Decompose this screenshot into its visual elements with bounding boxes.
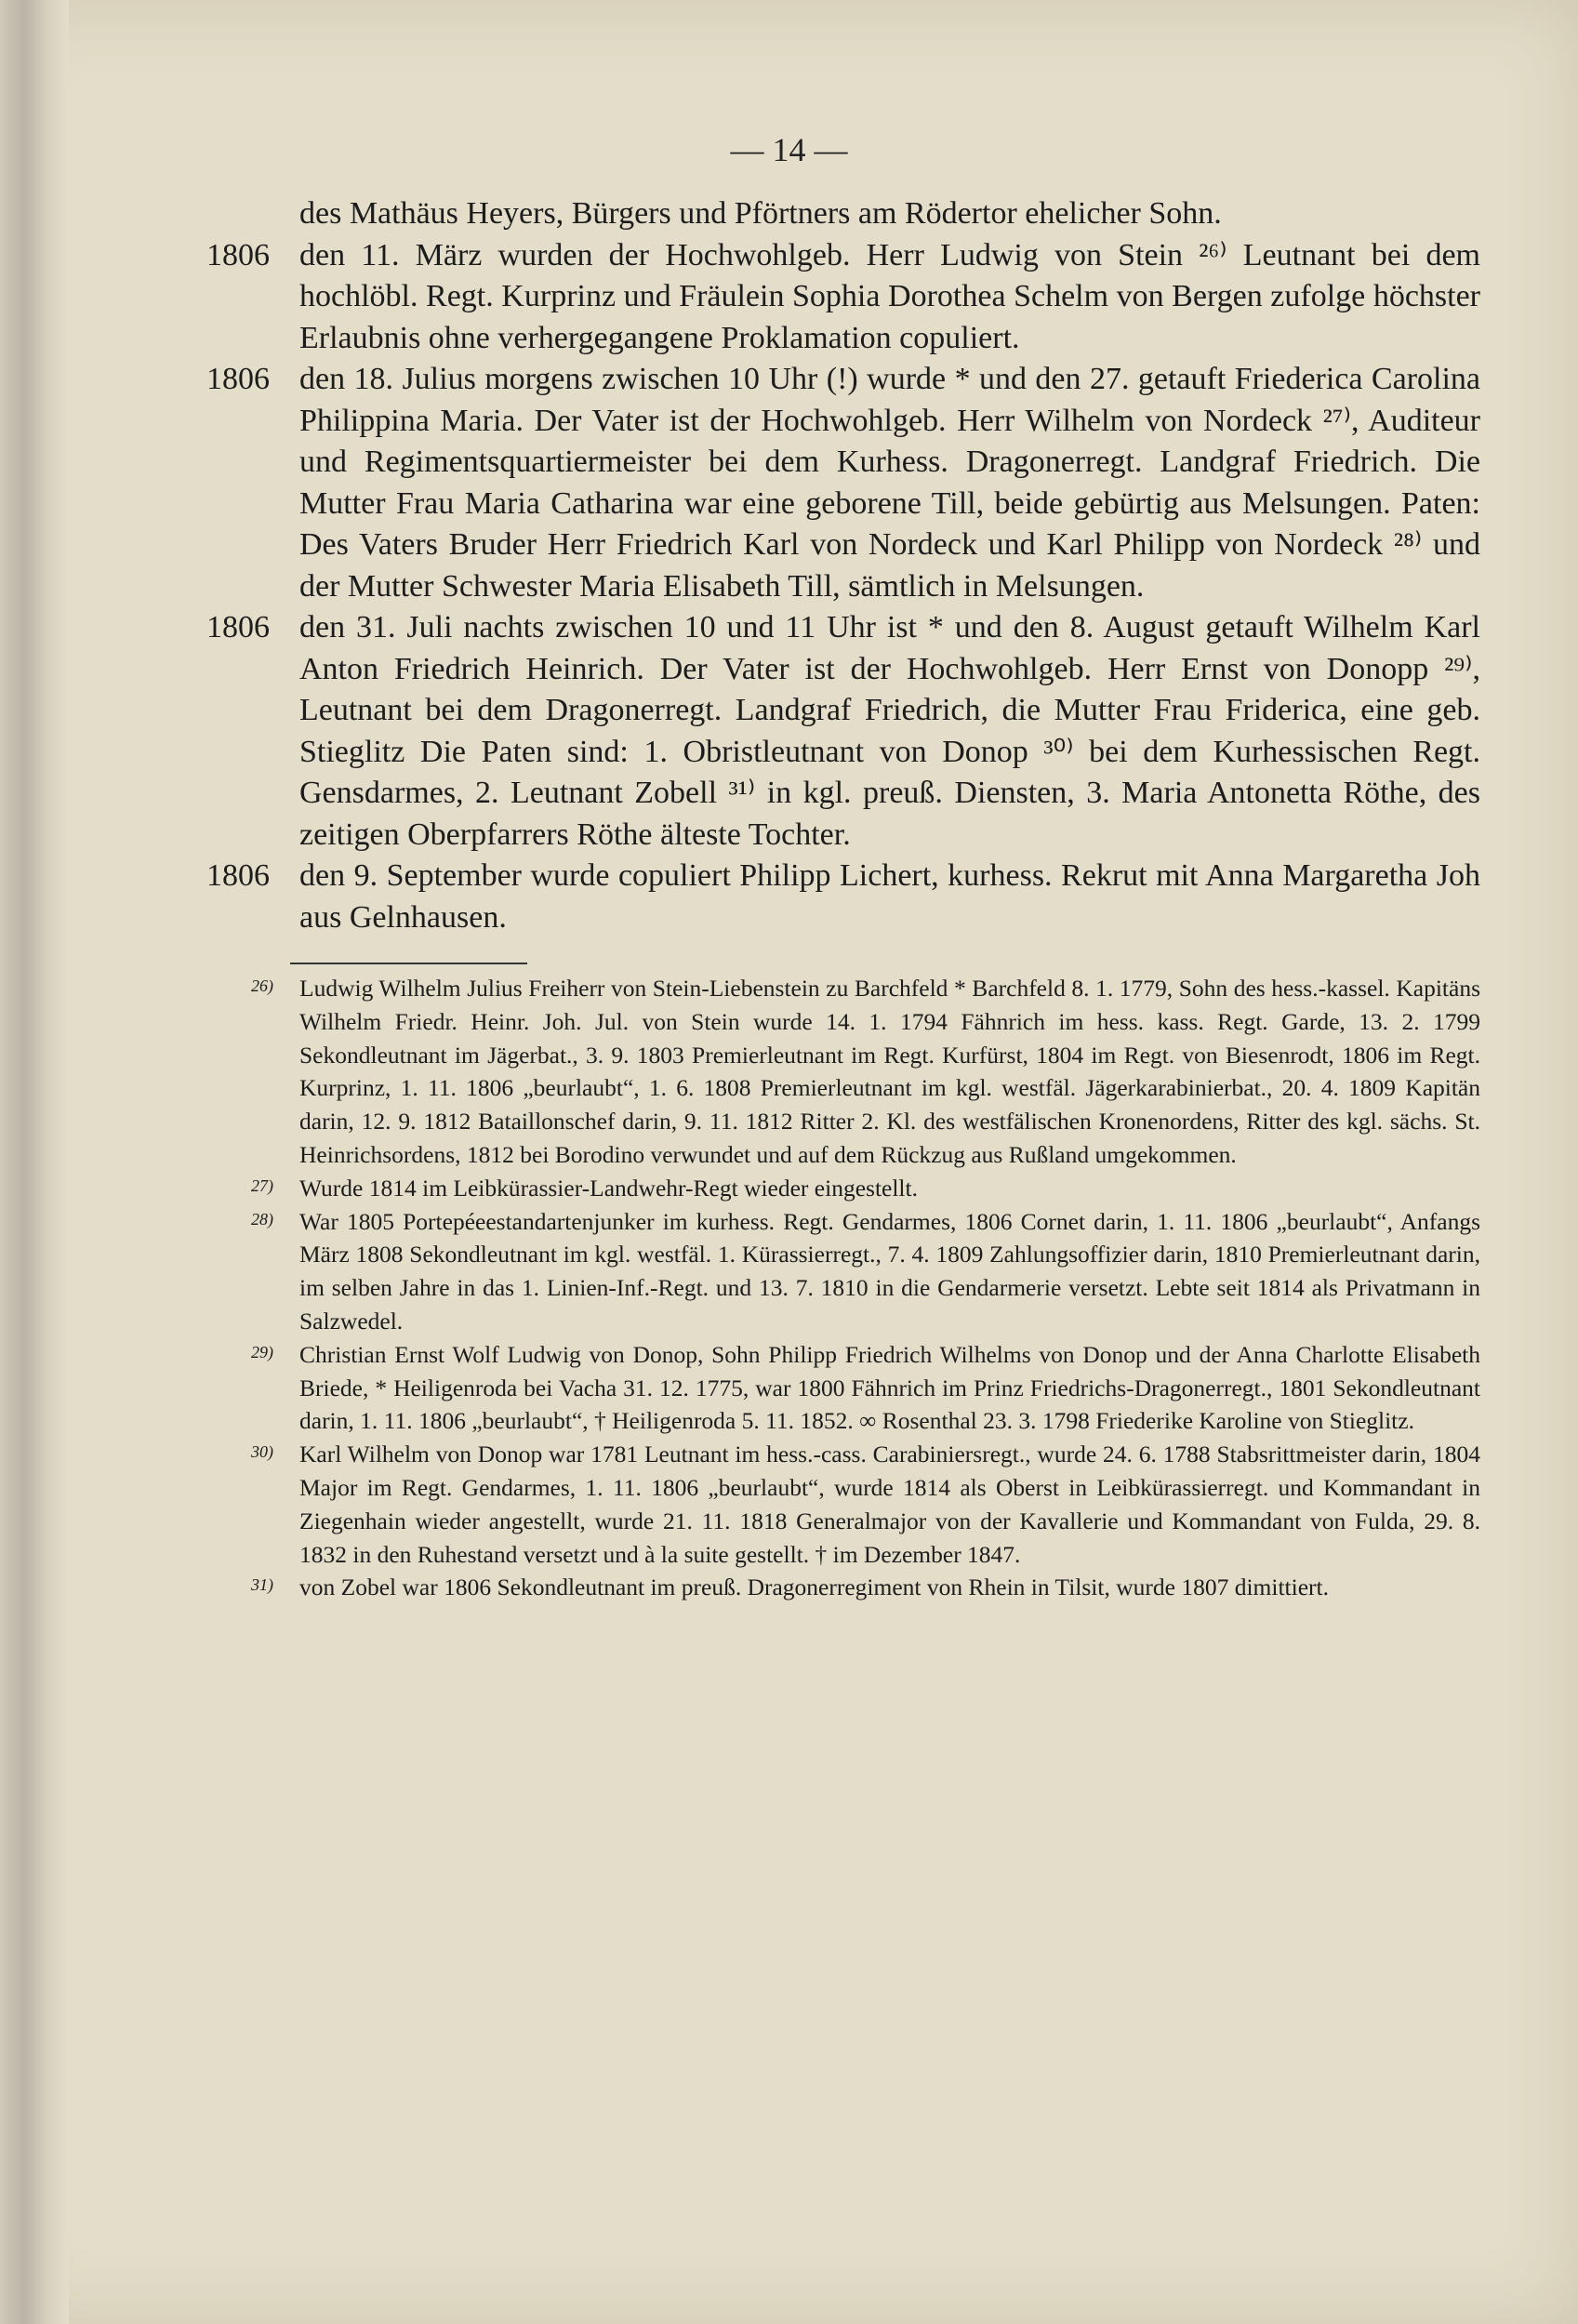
entry-text: den 31. Juli nachts zwischen 10 und 11 Uhr ist * und den 8. August getauft Wilhelm Karl Anton Friedrich Heinrich. Der Vater ist der Hochwohlgeb. Herr Ernst von Donopp ²⁹⁾, Leutnant bei dem Dragonerregt. Landgraf Friedrich, die Mutter Frau Friderica, eine geb. Stieglitz Die Paten sind: 1. Obristleutnant von Donop ³⁰⁾ bei dem Kurhessischen Regt. Gensdarmes, 2. Leutnant Zobell ³¹⁾ in kgl. preuß. Diensten, 3. Maria Antonetta Röthe, des zeitigen Oberpfarrers Röthe älteste Tochter. [299,610,1480,852]
footnote [251,1338,1480,1438]
entry-year: 1806 [206,610,270,644]
register-entry [206,359,1480,607]
register-entry [206,856,1480,938]
footnote-mark: 30) [251,1442,273,1462]
footnote-text: Christian Ernst Wolf Ludwig von Donop, Sohn Philipp Friedrich Wilhelms von Donop und der Anna Charlotte Elisabeth Briede, * Heiligenroda bei Vacha 31. 12. 1775, war 1800 Fähnrich im Prinz Friedrichs-Dragonerregt., 1801 Sekondleutnant darin, 1. 11. 1806 „beurlaubt“, † Heiligenroda 5. 11. 1852. ∞ Rosenthal 23. 3. 1798 Friederike Karoline von Stieglitz. [299,1340,1480,1435]
footnote [251,1205,1480,1338]
footnote-mark: 31) [251,1575,273,1595]
entry-text: den 9. September wurde copuliert Philipp Lichert, kurhess. Rekrut mit Anna Margaretha Joh aus Gelnhausen. [299,858,1480,935]
entry-year: 1806 [206,237,270,272]
text-body [206,193,1480,1604]
register-entry [299,193,1480,235]
entry-year: 1806 [206,362,270,396]
entry-text: den 11. März wurden der Hochwohlgeb. Herr Ludwig von Stein ²⁶⁾ Leutnant bei dem hochlöbl. Regt. Kurprinz und Fräulein Sophia Dorothea Schelm von Bergen zufolge höchster Erlaubnis ohne verhergegangene Proklamation copuliert. [299,237,1480,355]
page-number: — 14 — [730,131,848,168]
entry-text: des Mathäus Heyers, Bürgers und Pförtners am Rödertor ehelicher Sohn. [299,196,1222,231]
footnote-text: Wurde 1814 im Leibkürassier-Landwehr-Regt wieder eingestellt. [299,1174,918,1202]
footnote-text: Ludwig Wilhelm Julius Freiherr von Stein-Liebenstein zu Barchfeld * Barchfeld 8. 1. 1779, Sohn des hess.-kassel. Kapitäns Wilhelm Friedr. Heinr. Joh. Jul. von Stein wurde 14. 1. 1794 Fähnrich im hess. kass. Regt. Garde, 13. 2. 1799 Sekondleutnant im Jägerbat., 3. 9. 1803 Premierleutnant im Regt. Kurfürst, 1804 im Regt. von Biesenrodt, 1806 im Regt. Kurprinz, 1. 11. 1806 „beurlaubt“, 1. 6. 1808 Premierleutnant im kgl. westfäl. Jägerkarabinierbat., 20. 4. 1809 Kapitän darin, 12. 9. 1812 Bataillonschef darin, 9. 11. 1812 Ritter 2. Kl. des westfälischen Kronenordens, Ritter des kgl. sächs. St. Heinrichsordens, 1812 bei Borodino verwundet und auf dem Rückzug aus Rußland umgekommen. [299,975,1480,1168]
footnote-separator [290,963,527,964]
entry-year: 1806 [206,858,270,893]
footnote [251,1438,1480,1571]
register-entry [206,235,1480,360]
footnote [251,972,1480,1172]
footnote [251,1571,1480,1604]
footnote-mark: 29) [251,1342,273,1361]
entry-text: den 18. Julius morgens zwischen 10 Uhr (!) wurde * und den 27. getauft Friederica Carolina Philippina Maria. Der Vater ist der Hochwohlgeb. Herr Wilhelm von Nordeck ²⁷⁾, Auditeur und Regimentsquartiermeister bei dem Kurhess. Dragonerregt. Landgraf Friedrich. Die Mutter Frau Maria Catharina war eine geborene Till, beide gebürtig aus Melsungen. Paten: Des Vaters Bruder Herr Friedrich Karl von Nordeck und Karl Philipp von Nordeck ²⁸⁾ und der Mutter Schwester Maria Elisabeth Till, sämtlich in Melsungen. [299,362,1480,604]
footnote-mark: 28) [251,1209,273,1228]
footnote-text: Karl Wilhelm von Donop war 1781 Leutnant im hess.-cass. Carabiniersregt., wurde 24. 6. 1788 Stabsrittmeister darin, 1804 Major im Regt. Gendarmes, 1. 11. 1806 „beurlaubt“, wurde 1814 als Oberst in Leibkürassierregt. und Kommandant in Ziegenhain wieder angestellt, wurde 21. 11. 1818 Generalmajor von der Kavallerie und Kommandant von Fulda, 29. 8. 1832 in den Ruhestand versetzt und à la suite gestellt. † im Dezember 1847. [299,1441,1480,1568]
footnote-mark: 26) [251,976,273,995]
footnote-text: von Zobel war 1806 Sekondleutnant im preuß. Dragonerregiment von Rhein in Tilsit, wurde 1807 dimittiert. [299,1574,1329,1601]
footnote [251,1172,1480,1205]
book-binding-edge [0,0,69,2324]
register-entry [206,607,1480,856]
footnote-text: War 1805 Portepéeestandartenjunker im kurhess. Regt. Gendarmes, 1806 Cornet darin, 1. 11. 1806 „beurlaubt“, Anfangs März 1808 Sekondleutnant im kgl. westfäl. 1. Kürassierregt., 7. 4. 1809 Zahlungsoffizier darin, 1810 Premierleutnant darin, im selben Jahre in das 1. Linien-Inf.-Regt. und 13. 7. 1810 in die Gendarmerie versetzt. Lebte seit 1814 als Privatmann in Salzwedel. [299,1207,1480,1335]
footnote-mark: 27) [251,1175,273,1195]
